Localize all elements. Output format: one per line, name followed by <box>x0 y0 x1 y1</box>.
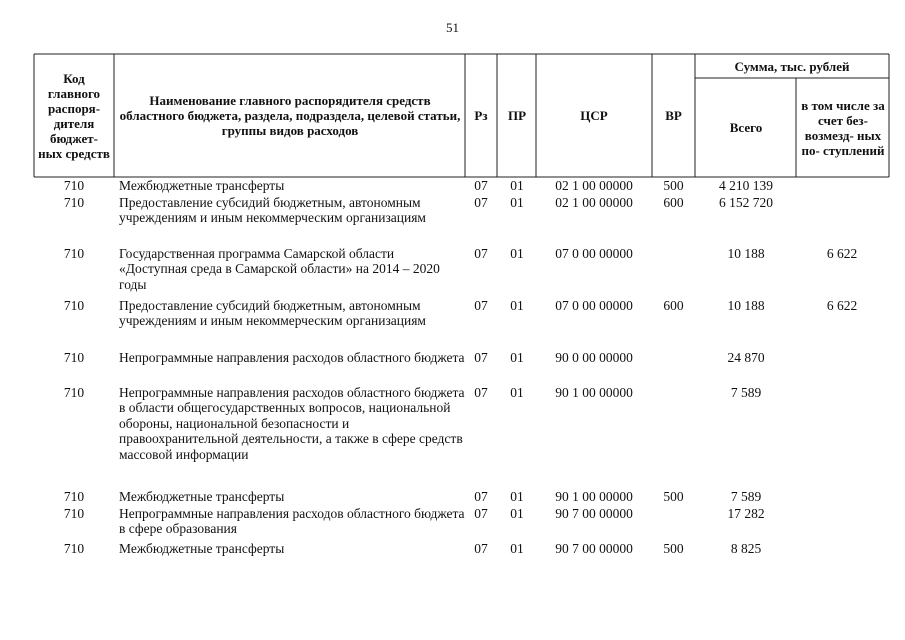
cell-pr: 01 <box>510 350 524 365</box>
cell-name: Непрограммные направления расходов областного бюджета <box>119 350 465 365</box>
cell-gratis: 6 622 <box>826 246 858 261</box>
cell-rz: 07 <box>474 178 488 193</box>
cell-name: Непрограммные направления расходов областного бюджета в области общегосударственных вопросов, национальной обороны, национальной безопасности и правоохранительной деятельности, а также в сфере средств массовой информации <box>119 385 465 462</box>
cell-name: Государственная программа Самарской области «Доступная среда в Самарской области» на 2014 – 2020 годы <box>119 246 440 292</box>
cell-rz: 07 <box>474 541 488 556</box>
cell-total: 10 188 <box>727 298 765 313</box>
cell-csr: 02 1 00 00000 <box>555 178 633 193</box>
cell-code: 710 <box>63 246 85 261</box>
cell-total: 7 589 <box>730 489 762 504</box>
cell-vr: 500 <box>663 178 684 193</box>
cell-name: Предоставление субсидий бюджетным, автономным учреждениям и иным некоммерческим организациям <box>119 298 426 329</box>
header-gratis: в том числе за счет без- возмезд- ных по- ступлений <box>801 97 885 158</box>
cell-code: 710 <box>63 506 85 521</box>
cell-total: 6 152 720 <box>719 195 773 210</box>
header-rz: Рз <box>474 108 488 123</box>
cell-total: 8 825 <box>730 541 762 556</box>
header-csr: ЦСР <box>580 108 608 123</box>
cell-code: 710 <box>63 489 85 504</box>
header-sum: Сумма, тыс. рублей <box>734 58 850 74</box>
cell-rz: 07 <box>474 298 488 313</box>
cell-pr: 01 <box>510 246 524 261</box>
header-pr: ПР <box>507 108 527 123</box>
cell-csr: 90 7 00 00000 <box>555 506 633 521</box>
cell-csr: 02 1 00 00000 <box>555 195 633 210</box>
cell-pr: 01 <box>510 195 524 210</box>
cell-code: 710 <box>63 385 85 400</box>
cell-code: 710 <box>63 195 85 210</box>
page-number: 51 <box>446 20 459 35</box>
cell-code: 710 <box>63 298 85 313</box>
cell-pr: 01 <box>510 489 524 504</box>
cell-pr: 01 <box>510 298 524 313</box>
cell-csr: 07 0 00 00000 <box>555 246 633 261</box>
cell-rz: 07 <box>474 246 488 261</box>
header-total: Всего <box>729 120 763 135</box>
cell-gratis: 6 622 <box>826 298 858 313</box>
cell-code: 710 <box>63 178 85 193</box>
cell-total: 17 282 <box>727 506 765 521</box>
header-code: Код главного распоря- дителя бюджет- ных средств <box>38 70 110 161</box>
cell-rz: 07 <box>474 489 488 504</box>
cell-vr: 600 <box>663 298 684 313</box>
cell-total: 7 589 <box>730 385 762 400</box>
cell-code: 710 <box>63 541 85 556</box>
header-vr: ВР <box>665 108 682 123</box>
cell-name: Межбюджетные трансферты <box>119 541 285 556</box>
cell-name: Предоставление субсидий бюджетным, автономным учреждениям и иным некоммерческим организациям <box>119 195 426 226</box>
cell-name: Непрограммные направления расходов областного бюджета в сфере образования <box>119 506 465 537</box>
cell-csr: 90 1 00 00000 <box>555 385 633 400</box>
cell-pr: 01 <box>510 178 524 193</box>
header-name: Наименование главного распорядителя средств областного бюджета, раздела, подраздела, целевой статьи, группы видов расходов <box>119 93 461 138</box>
cell-csr: 90 0 00 00000 <box>555 350 633 365</box>
cell-pr: 01 <box>510 506 524 521</box>
cell-total: 4 210 139 <box>719 178 773 193</box>
cell-csr: 90 7 00 00000 <box>555 541 633 556</box>
cell-vr: 500 <box>663 541 684 556</box>
cell-pr: 01 <box>510 385 524 400</box>
cell-code: 710 <box>63 350 85 365</box>
cell-csr: 07 0 00 00000 <box>555 298 633 313</box>
cell-vr: 500 <box>663 489 684 504</box>
cell-total: 24 870 <box>727 350 765 365</box>
cell-total: 10 188 <box>727 246 765 261</box>
cell-vr: 600 <box>663 195 684 210</box>
cell-csr: 90 1 00 00000 <box>555 489 633 504</box>
cell-pr: 01 <box>510 541 524 556</box>
cell-name: Межбюджетные трансферты <box>119 178 285 193</box>
cell-rz: 07 <box>474 350 488 365</box>
cell-rz: 07 <box>474 506 488 521</box>
cell-name: Межбюджетные трансферты <box>119 489 285 504</box>
cell-rz: 07 <box>474 385 488 400</box>
cell-rz: 07 <box>474 195 488 210</box>
